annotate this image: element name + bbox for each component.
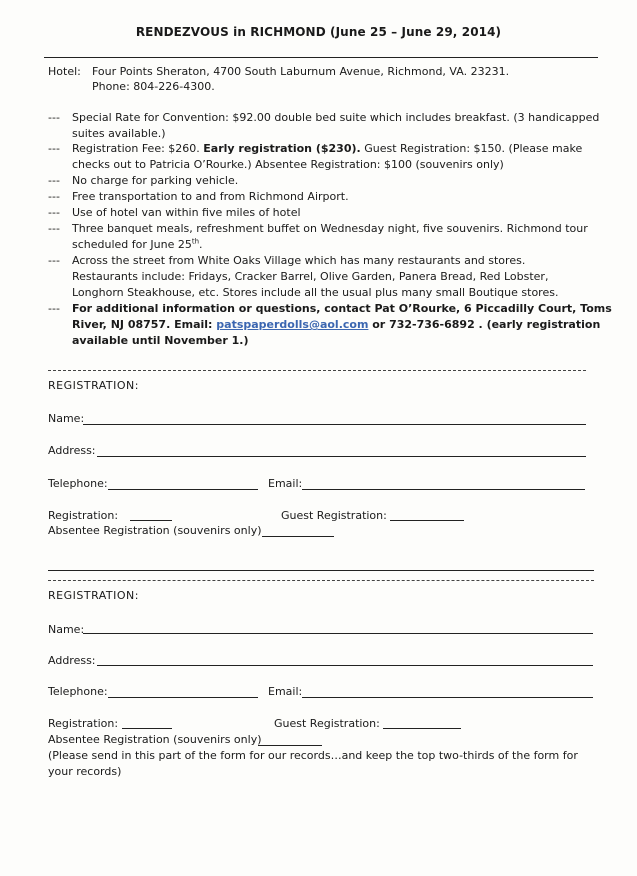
email-field-1[interactable] bbox=[302, 489, 585, 490]
guest-field-1[interactable] bbox=[390, 520, 464, 521]
fee-line-2: checks out to Patricia O’Rourke.) Absentee Registration: $100 (souvenirs only) bbox=[72, 158, 504, 171]
absentee-field-1[interactable] bbox=[262, 536, 334, 537]
guest-label-2: Guest Registration: bbox=[274, 717, 380, 730]
fee-line-1 bbox=[72, 141, 582, 157]
registration-field-2[interactable] bbox=[122, 728, 172, 729]
bullet-marker: --- bbox=[48, 142, 60, 155]
address-field-2[interactable] bbox=[97, 665, 593, 666]
contact-phone: or 732-736-6892 . (early registration bbox=[368, 318, 601, 331]
registration-field-1[interactable] bbox=[130, 520, 172, 521]
title-rule bbox=[44, 57, 598, 58]
meals-line-1: Three banquet meals, refreshment buffet on Wednesday night, five souvenirs. Richmond tour bbox=[72, 222, 588, 235]
cut-line-2 bbox=[48, 580, 594, 581]
hotel-address: Four Points Sheraton, 4700 South Laburnum Avenue, Richmond, VA. 23231. bbox=[92, 65, 510, 78]
rate-line-2: suites available.) bbox=[72, 127, 166, 140]
telephone-field-2[interactable] bbox=[108, 697, 258, 698]
name-field-2[interactable] bbox=[83, 633, 593, 634]
fee-text: Registration Fee: $260. bbox=[72, 142, 204, 155]
name-field-1[interactable] bbox=[83, 424, 586, 425]
guest-fee-text: Guest Registration: $150. (Please make bbox=[360, 142, 583, 155]
absentee-label-2: Absentee Registration (souvenirs only) bbox=[48, 733, 262, 746]
address-label-1: Address: bbox=[48, 444, 96, 457]
registration-heading-1: REGISTRATION: bbox=[48, 379, 139, 392]
contact-email-link[interactable]: patspaperdolls@aol.com bbox=[216, 318, 369, 331]
email-label-2: Email: bbox=[268, 685, 303, 698]
contact-line-2 bbox=[72, 317, 600, 333]
parking-item: No charge for parking vehicle. bbox=[72, 174, 239, 187]
bullet-marker: --- bbox=[48, 111, 60, 124]
airport-item: Free transportation to and from Richmond Airport. bbox=[72, 190, 349, 203]
meals-period: . bbox=[199, 238, 203, 251]
cut-line-1 bbox=[48, 370, 586, 371]
section-rule bbox=[48, 570, 594, 571]
guest-field-2[interactable] bbox=[383, 728, 461, 729]
bullet-marker: --- bbox=[48, 206, 60, 219]
bullet-marker: --- bbox=[48, 190, 60, 203]
meals-superscript: th bbox=[191, 237, 200, 246]
registration-label-1: Registration: bbox=[48, 509, 119, 522]
absentee-field-2[interactable] bbox=[258, 745, 322, 746]
name-label-2: Name: bbox=[48, 623, 85, 636]
telephone-label-2: Telephone: bbox=[48, 685, 108, 698]
note-line-1: (Please send in this part of the form for our records…and keep the top two-thirds of the form for bbox=[48, 749, 578, 762]
note-line-2: your records) bbox=[48, 765, 122, 778]
contact-line-1: For additional information or questions, contact Pat O’Rourke, 6 Piccadilly Court, Toms bbox=[72, 302, 612, 315]
across-line-2: Restaurants include: Fridays, Cracker Barrel, Olive Garden, Panera Bread, Red Lobster, bbox=[72, 270, 549, 283]
telephone-field-1[interactable] bbox=[108, 489, 258, 490]
early-registration: Early registration ($230). bbox=[203, 142, 361, 155]
bullet-marker: --- bbox=[48, 302, 60, 315]
hotel-phone: Phone: 804-226-4300. bbox=[92, 80, 215, 93]
name-label-1: Name: bbox=[48, 412, 85, 425]
contact-line-3: available until November 1.) bbox=[72, 334, 249, 347]
van-item: Use of hotel van within five miles of hotel bbox=[72, 206, 301, 219]
telephone-label-1: Telephone: bbox=[48, 477, 108, 490]
registration-label-2: Registration: bbox=[48, 717, 119, 730]
across-line-1: Across the street from White Oaks Village which has many restaurants and stores. bbox=[72, 254, 526, 267]
guest-label-1: Guest Registration: bbox=[281, 509, 387, 522]
meals-line-2 bbox=[72, 237, 203, 253]
email-label-1: Email: bbox=[268, 477, 303, 490]
meals-text: scheduled for June 25 bbox=[72, 238, 192, 251]
bullet-marker: --- bbox=[48, 254, 60, 267]
email-field-2[interactable] bbox=[302, 697, 593, 698]
contact-text: River, NJ 08757. Email: bbox=[72, 318, 217, 331]
address-label-2: Address: bbox=[48, 654, 96, 667]
bullet-marker: --- bbox=[48, 174, 60, 187]
page-title: RENDEZVOUS in RICHMOND (June 25 – June 29, 2014) bbox=[135, 25, 502, 39]
hotel-label: Hotel: bbox=[48, 65, 81, 78]
registration-heading-2: REGISTRATION: bbox=[48, 589, 139, 602]
bullet-marker: --- bbox=[48, 222, 60, 235]
rate-line-1: Special Rate for Convention: $92.00 double bed suite which includes breakfast. (3 handicapped bbox=[72, 111, 600, 124]
absentee-label-1: Absentee Registration (souvenirs only) bbox=[48, 524, 262, 537]
address-field-1[interactable] bbox=[97, 456, 586, 457]
across-line-3: Longhorn Steakhouse, etc. Stores include all the usual plus many small Boutique stores. bbox=[72, 286, 559, 299]
